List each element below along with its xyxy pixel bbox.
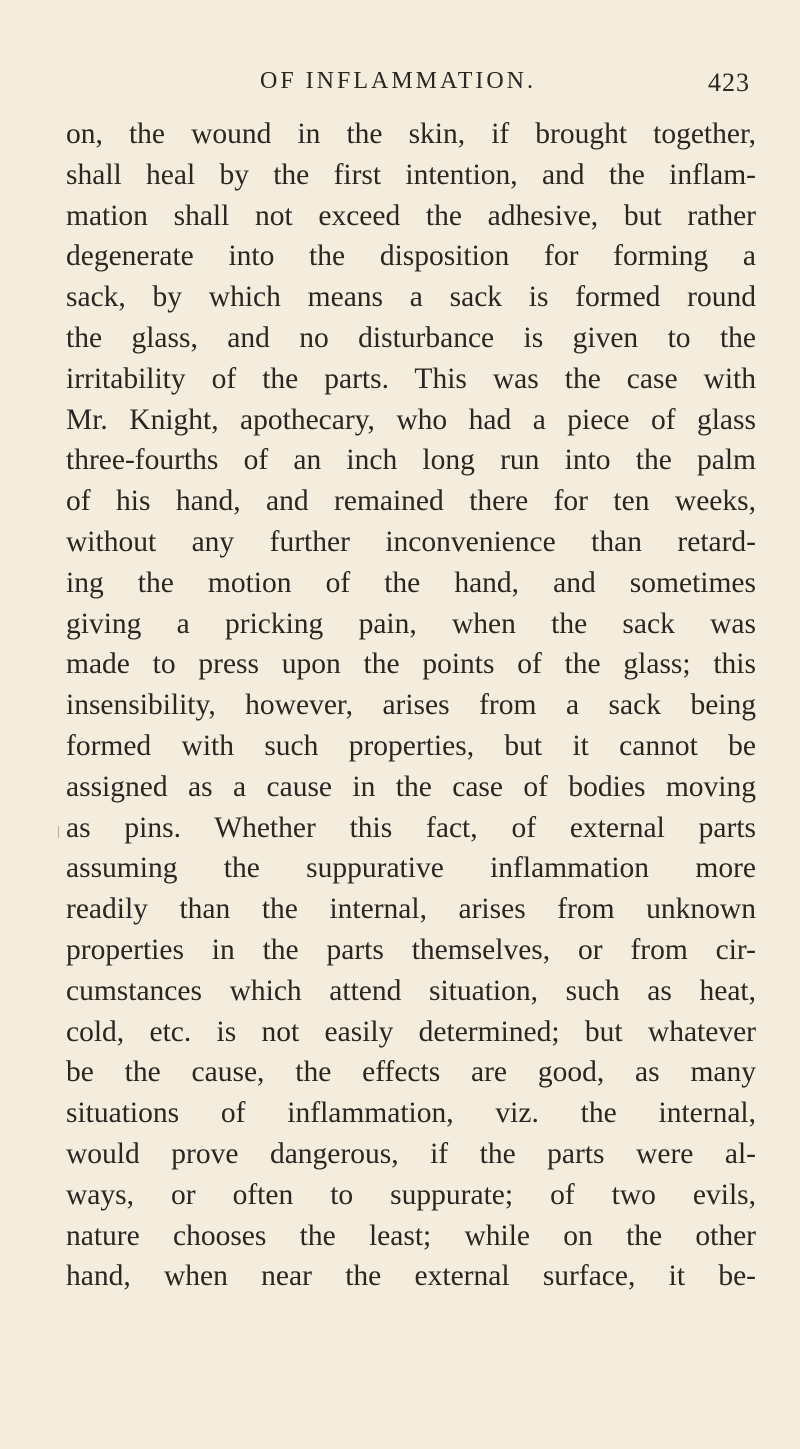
text-line: hand, when near the external surface, it be- (66, 1260, 756, 1293)
text-line: Mr. Knight, apothecary, who had a piece of glass (66, 403, 756, 436)
page-number: 423 (708, 68, 750, 97)
text-line: assuming the suppurative inflammation more (66, 852, 756, 885)
text-line: readily than the internal, arises from unknown (66, 893, 756, 926)
text-line: the glass, and no disturbance is given to the (66, 321, 756, 354)
text-line: without any further inconvenience than retard- (66, 525, 756, 558)
text-line: properties in the parts themselves, or from cir- (66, 933, 756, 966)
text-line: would prove dangerous, if the parts were al- (66, 1137, 756, 1170)
text-line: insensibility, however, arises from a sack being (66, 689, 756, 722)
text-line: as pins. Whether this fact, of external parts (66, 811, 756, 844)
running-head (60, 68, 750, 108)
body-text (66, 114, 756, 1297)
text-line: cold, etc. is not easily determined; but whatever (66, 1015, 756, 1048)
text-line: ing the motion of the hand, and sometimes (66, 566, 756, 599)
text-line: formed with such properties, but it cannot be (66, 729, 756, 762)
text-line: shall heal by the first intention, and the inflam- (66, 158, 756, 191)
text-line: degenerate into the disposition for forming a (66, 240, 756, 273)
text-line: three-fourths of an inch long run into the palm (66, 444, 756, 477)
text-line: cumstances which attend situation, such as heat, (66, 974, 756, 1007)
text-line: ways, or often to suppurate; of two evils, (66, 1178, 756, 1211)
text-line: of his hand, and remained there for ten weeks, (66, 485, 756, 518)
text-line: assigned as a cause in the case of bodies moving (66, 770, 756, 803)
text-line: situations of inflammation, viz. the internal, (66, 1097, 756, 1130)
text-line: on, the wound in the skin, if brought together, (66, 118, 756, 150)
text-line: made to press upon the points of the glass; this (66, 648, 756, 681)
text-line: irritability of the parts. This was the case with (66, 362, 756, 395)
margin-mark (58, 826, 65, 838)
text-line: sack, by which means a sack is formed round (66, 281, 756, 314)
text-line: mation shall not exceed the adhesive, but rather (66, 199, 756, 232)
text-line: nature chooses the least; while on the other (66, 1219, 756, 1252)
text-line: giving a pricking pain, when the sack was (66, 607, 756, 640)
running-head-title: OF INFLAMMATION. (260, 68, 537, 94)
text-line: be the cause, the effects are good, as many (66, 1056, 756, 1089)
